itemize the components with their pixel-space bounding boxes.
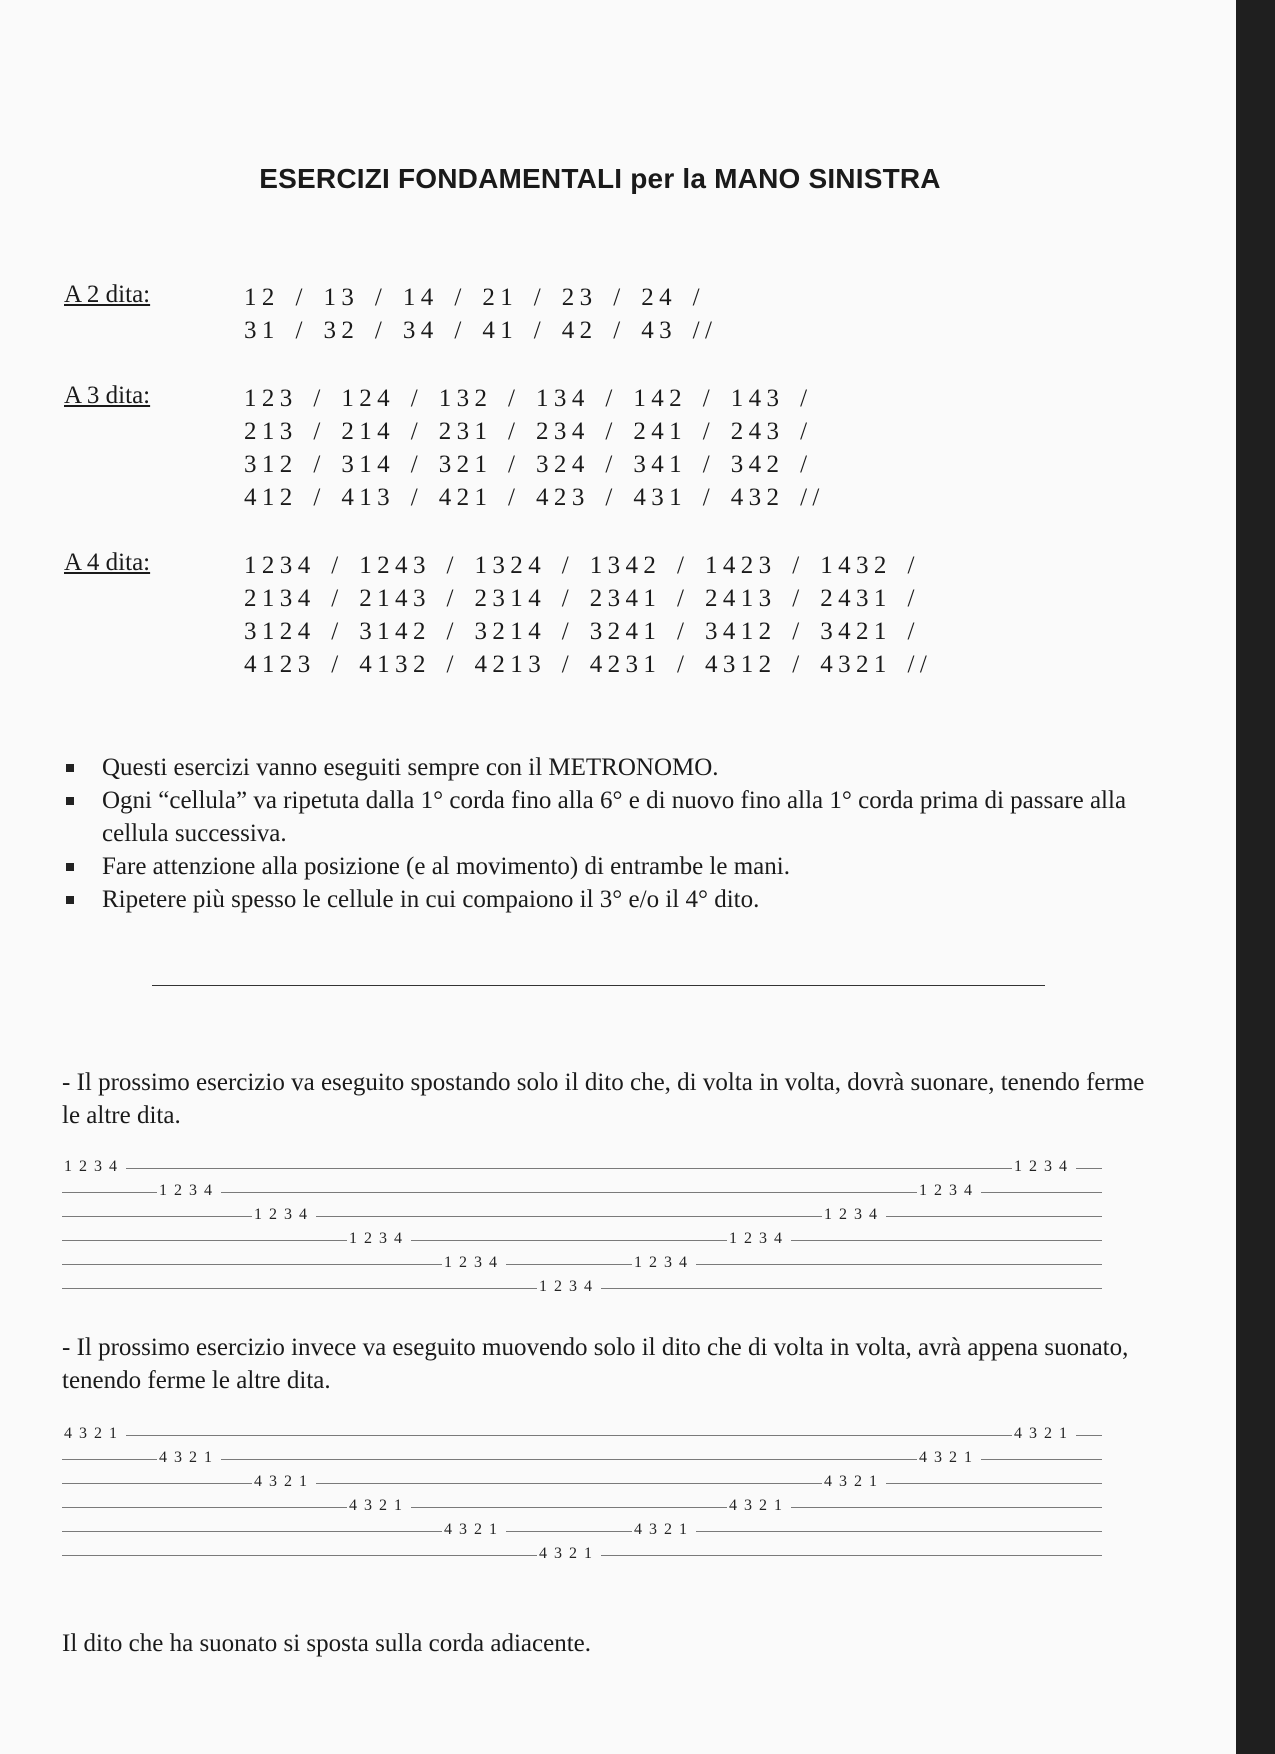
scan-edge (1236, 0, 1275, 1754)
sequence-line: 4123 / 4132 / 4213 / 4231 / 4312 / 4321 // (244, 651, 933, 678)
tablature-exercise-1 (62, 1158, 1102, 1318)
tab-finger-cell: 1234 (824, 1206, 884, 1224)
tab-string-line (62, 1531, 1102, 1532)
tab-finger-cell: 4321 (824, 1473, 884, 1491)
tab-finger-cell: 1234 (349, 1230, 409, 1248)
tab-finger-cell: 4321 (1014, 1425, 1074, 1443)
square-bullet-icon (66, 896, 74, 904)
page-title: ESERCIZI FONDAMENTALI per la MANO SINISTRA (259, 163, 941, 194)
list-item (64, 784, 1144, 850)
tab-finger-cell: 1234 (634, 1254, 694, 1272)
sequence-lines (244, 382, 825, 514)
tab-finger-cell: 1234 (539, 1278, 599, 1296)
list-item (64, 883, 1144, 916)
tablature-exercise-2 (62, 1425, 1102, 1585)
instructions-list (64, 751, 1144, 916)
tab-string-line (62, 1240, 1102, 1241)
sequence-lines (244, 281, 717, 347)
instruction-text: Ripetere più spesso le cellule in cui compaiono il 3° e/o il 4° dito. (102, 886, 760, 913)
exercise2-description: - Il prossimo esercizio invece va eseguito muovendo solo il dito che di volta in volta, avrà appena suonato, tenendo ferme le altre dita. (62, 1334, 1129, 1394)
tab-finger-cell: 1234 (64, 1158, 124, 1176)
tab-finger-cell: 4321 (634, 1521, 694, 1539)
sequence-line: 1234 / 1243 / 1324 / 1342 / 1423 / 1432 / (244, 552, 920, 579)
tab-string-line (62, 1507, 1102, 1508)
list-item (64, 850, 1144, 883)
sequence-line: 12 / 13 / 14 / 21 / 23 / 24 / (244, 284, 706, 311)
section-divider (152, 985, 1045, 986)
square-bullet-icon (66, 797, 74, 805)
tab-finger-cell: 4321 (729, 1497, 789, 1515)
tab-finger-cell: 1234 (159, 1182, 219, 1200)
sequence-line: 213 / 214 / 231 / 234 / 241 / 243 / (244, 418, 813, 445)
square-bullet-icon (66, 863, 74, 871)
sequence-line: 31 / 32 / 34 / 41 / 42 / 43 // (244, 317, 718, 344)
tab-string-line (62, 1216, 1102, 1217)
tab-finger-cell: 1234 (444, 1254, 504, 1272)
tab-finger-cell: 1234 (919, 1182, 979, 1200)
instruction-text: Ogni “cellula” va ripetuta dalla 1° corda fino alla 6° e di nuovo fino alla 1° corda prima di passare alla cellula successiva. (102, 787, 1127, 847)
sequence-line: 3124 / 3142 / 3214 / 3241 / 3412 / 3421 / (244, 618, 920, 645)
group-label: A 4 dita: (64, 549, 151, 576)
tab-string-line (62, 1483, 1102, 1484)
tab-string-line (62, 1264, 1102, 1265)
list-item (64, 751, 1144, 784)
instruction-text: Questi esercizi vanno eseguiti sempre con il METRONOMO. (102, 754, 719, 781)
tab-finger-cell: 4321 (254, 1473, 314, 1491)
tab-finger-cell: 4321 (539, 1545, 599, 1563)
sequence-line: 412 / 413 / 421 / 423 / 431 / 432 // (244, 484, 825, 511)
sequence-line: 312 / 314 / 321 / 324 / 341 / 342 / (244, 451, 813, 478)
tab-finger-cell: 1234 (729, 1230, 789, 1248)
sequence-line: 123 / 124 / 132 / 134 / 142 / 143 / (244, 385, 813, 412)
square-bullet-icon (66, 764, 74, 772)
tab-finger-cell: 4321 (159, 1449, 219, 1467)
tab-finger-cell: 4321 (349, 1497, 409, 1515)
sequence-lines (244, 549, 932, 681)
instruction-text: Fare attenzione alla posizione (e al movimento) di entrambe le mani. (102, 853, 790, 880)
tab-finger-cell: 1234 (1014, 1158, 1074, 1176)
tab-finger-cell: 4321 (64, 1425, 124, 1443)
tab-finger-cell: 4321 (444, 1521, 504, 1539)
exercise1-description: - Il prossimo esercizio va eseguito spostando solo il dito che, di volta in volta, dovrà suonare, tenendo ferme le altre dita. (62, 1069, 1145, 1129)
tab-string-line (62, 1435, 1102, 1436)
group-label: A 2 dita: (64, 281, 151, 308)
sequence-line: 2134 / 2143 / 2314 / 2341 / 2413 / 2431 / (244, 585, 920, 612)
tab-string-line (62, 1168, 1102, 1169)
tab-finger-cell: 1234 (254, 1206, 314, 1224)
footer-note: Il dito che ha suonato si sposta sulla corda adiacente. (62, 1630, 592, 1657)
group-label: A 3 dita: (64, 382, 151, 409)
tab-finger-cell: 4321 (919, 1449, 979, 1467)
